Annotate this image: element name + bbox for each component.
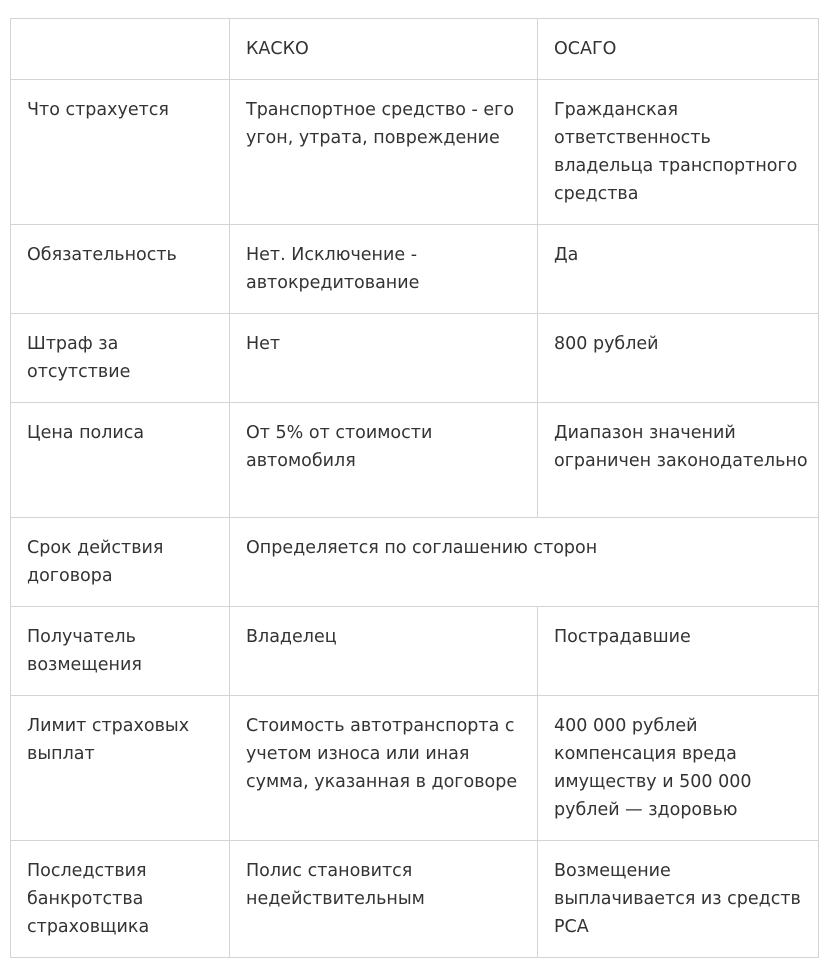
header-osago: ОСАГО [538, 19, 819, 80]
row-label: Получатель возмещения [11, 607, 230, 696]
osago-cell: 400 000 рублей компенсация вреда имуществу и 500 000 рублей — здоровью [538, 696, 819, 841]
osago-cell: Гражданская ответственность владельца транспортного средства [538, 80, 819, 225]
row-label: Обязательность [11, 225, 230, 314]
table-row [11, 518, 819, 607]
kasko-cell: Стоимость автотранспорта с учетом износа или иная сумма, указанная в договоре [230, 696, 538, 841]
table-row [11, 696, 819, 841]
kasko-cell: Владелец [230, 607, 538, 696]
table-row [11, 225, 819, 314]
table-row [11, 80, 819, 225]
kasko-cell: Транспортное средство - его угон, утрата, повреждение [230, 80, 538, 225]
osago-cell: Да [538, 225, 819, 314]
table-row [11, 314, 819, 403]
row-label: Последствия банкротства страховщика [11, 841, 230, 958]
row-label: Цена полиса [11, 403, 230, 518]
kasko-cell: Нет. Исключение - автокредитование [230, 225, 538, 314]
osago-cell: Возмещение выплачивается из средств РСА [538, 841, 819, 958]
merged-cell: Определяется по соглашению сторон [230, 518, 819, 607]
kasko-osago-comparison-table [10, 18, 819, 958]
table-row [11, 841, 819, 958]
table-header-row [11, 19, 819, 80]
kasko-cell: От 5% от стоимости автомобиля [230, 403, 538, 518]
header-blank-cell [11, 19, 230, 80]
table-row [11, 607, 819, 696]
row-label: Лимит страховых выплат [11, 696, 230, 841]
row-label: Штраф за отсутствие [11, 314, 230, 403]
osago-cell: Пострадавшие [538, 607, 819, 696]
row-label: Срок действия договора [11, 518, 230, 607]
osago-cell: Диапазон значений ограничен законодательно [538, 403, 819, 518]
kasko-cell: Полис становится недействительным [230, 841, 538, 958]
osago-cell: 800 рублей [538, 314, 819, 403]
table-row [11, 403, 819, 518]
header-kasko: КАСКО [230, 19, 538, 80]
row-label: Что страхуется [11, 80, 230, 225]
comparison-table-container [10, 18, 819, 958]
kasko-cell: Нет [230, 314, 538, 403]
